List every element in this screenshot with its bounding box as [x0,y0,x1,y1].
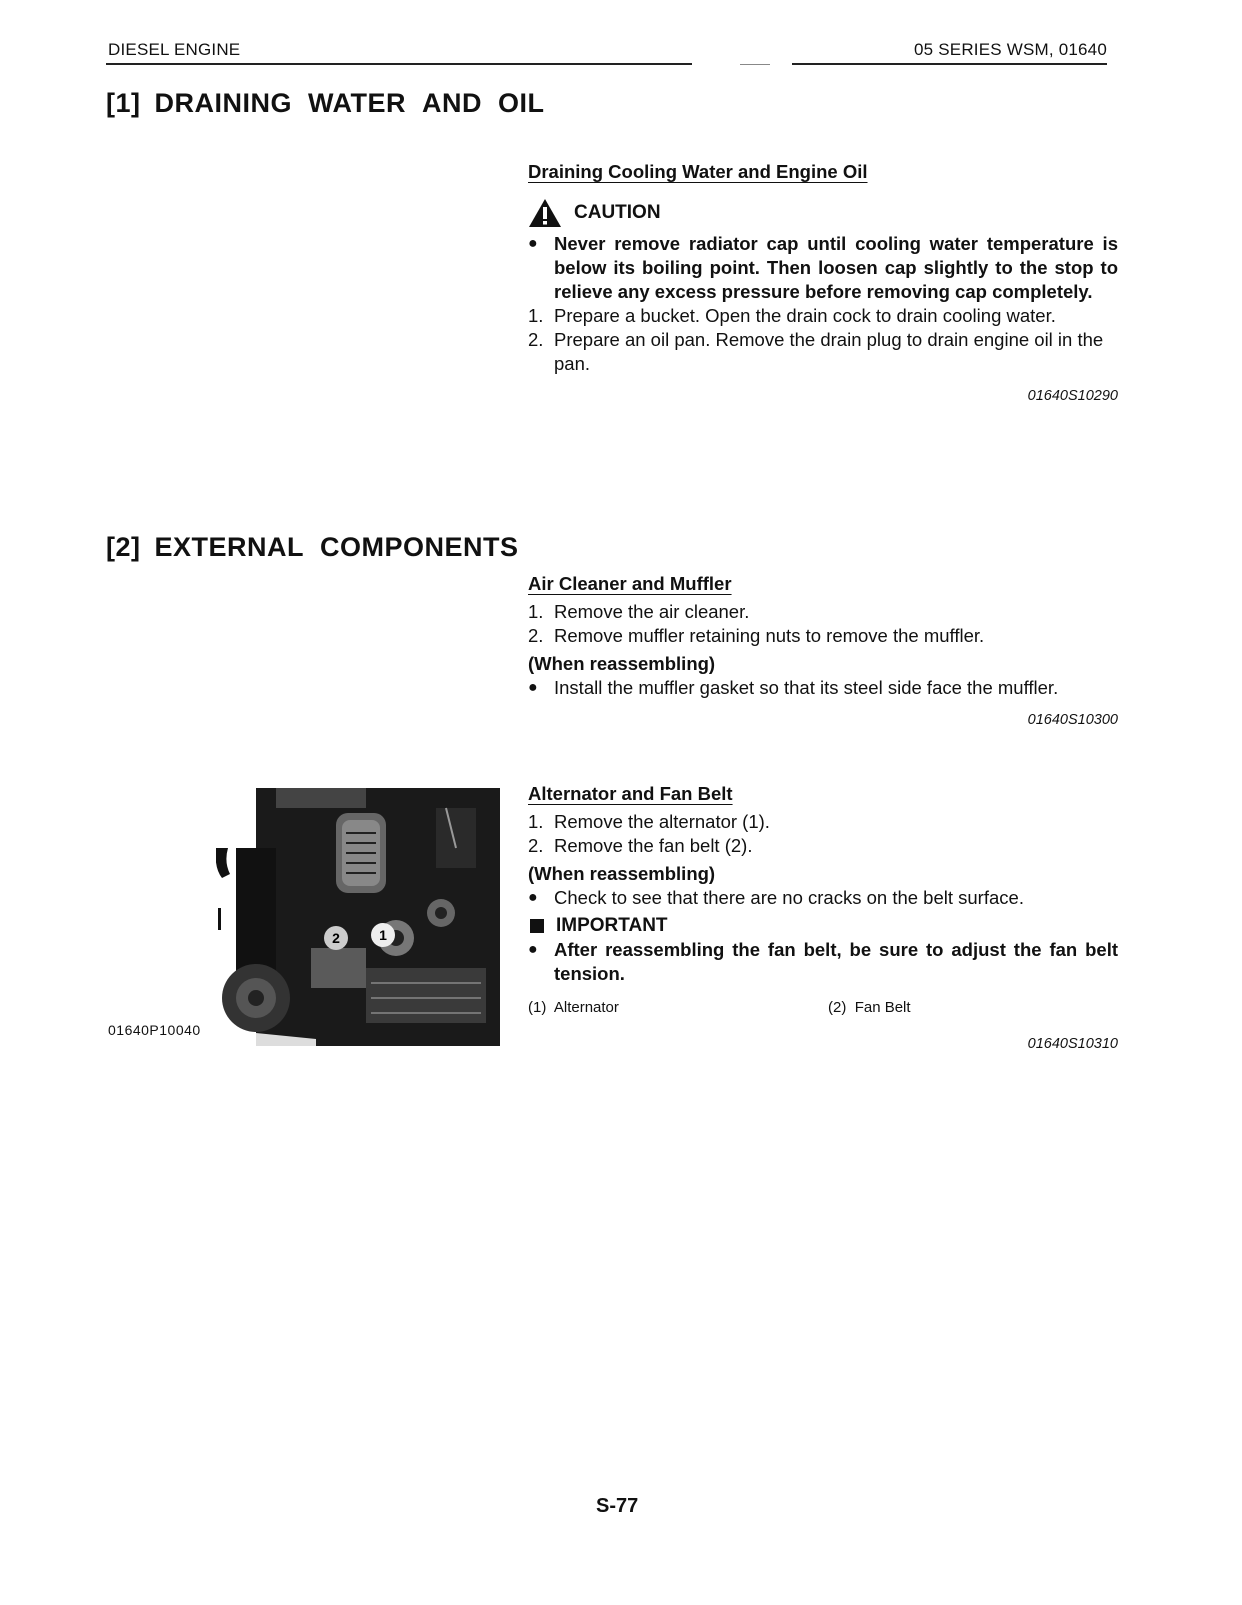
section1-step-1: 1. Prepare a bucket. Open the drain cock to drain cooling water. [528,305,1056,326]
header-left: DIESEL ENGINE [108,40,241,59]
bullet-dot: ● [528,679,538,696]
bullet-dot: ● [528,235,538,252]
photo-callout-1: 1 [379,927,387,943]
air-step-1: 1. Remove the air cleaner. [528,601,750,622]
important-bullet [528,938,1118,986]
air-step-2: 2. Remove muffler retaining nuts to remove the muffler. [528,625,985,646]
section2-number: [2] [106,532,141,562]
air-when-reassembling: (When reassembling) [528,653,716,674]
section1-title: [1] DRAINING WATER AND OIL [106,88,545,118]
engine-photo [216,788,500,1046]
important-square-icon [530,919,544,933]
legend-item-1: (1) Alternator [528,999,619,1016]
air-subheading: Air Cleaner and Muffler [528,573,732,594]
header-rule-left [106,63,692,65]
important-label: IMPORTANT [556,915,668,936]
header-rule-right [792,63,1107,65]
section1-body [528,160,1118,408]
alt-note: ● Check to see that there are no cracks on the belt surface. [528,887,1024,908]
figure-legend [528,996,1118,1020]
section1-ref: 01640S10290 [1027,388,1118,404]
bullet-dot: ● [528,889,538,906]
photo-code: 01640P10040 [108,1022,201,1038]
air-cleaner-block [528,572,1118,732]
photo-callout-2: 2 [332,930,340,946]
alternator-block [528,782,1118,1056]
important-row [528,914,1118,938]
page-number: S-77 [596,1495,639,1517]
alt-when-reassembling: (When reassembling) [528,863,716,884]
caution-bullet [528,232,1118,304]
header-right: 05 SERIES WSM, 01640 [914,40,1107,59]
alt-step-2: 2. Remove the fan belt (2). [528,835,753,856]
section1-step-2: 2. Prepare an oil pan. Remove the drain plug to drain engine oil in the pan. [528,329,1104,374]
section2-title: [2] EXTERNAL COMPONENTS [106,532,519,562]
alt-subheading: Alternator and Fan Belt [528,783,733,804]
caution-text: Never remove radiator cap until cooling water temperature is below its boiling point. Then loosen cap slightly to the stop to relieve any excess pressure before removing cap completely. [554,233,1118,302]
alt-ref: 01640S10310 [1027,1036,1118,1052]
important-text: After reassembling the fan belt, be sure to adjust the fan belt tension. [554,939,1118,984]
caution-row [528,198,1118,228]
legend-item-2: (2) Fan Belt [828,999,911,1016]
section1-subheading: Draining Cooling Water and Engine Oil [528,161,868,182]
warning-triangle-icon [528,198,562,228]
caution-label: CAUTION [574,202,661,223]
section1-number: [1] [106,88,141,118]
header-rule-dots [740,64,770,65]
alt-step-1: 1. Remove the alternator (1). [528,811,770,832]
air-ref: 01640S10300 [1027,712,1118,728]
air-note: ● Install the muffler gasket so that its steel side face the muffler. [528,677,1059,698]
bullet-dot: ● [528,941,538,958]
